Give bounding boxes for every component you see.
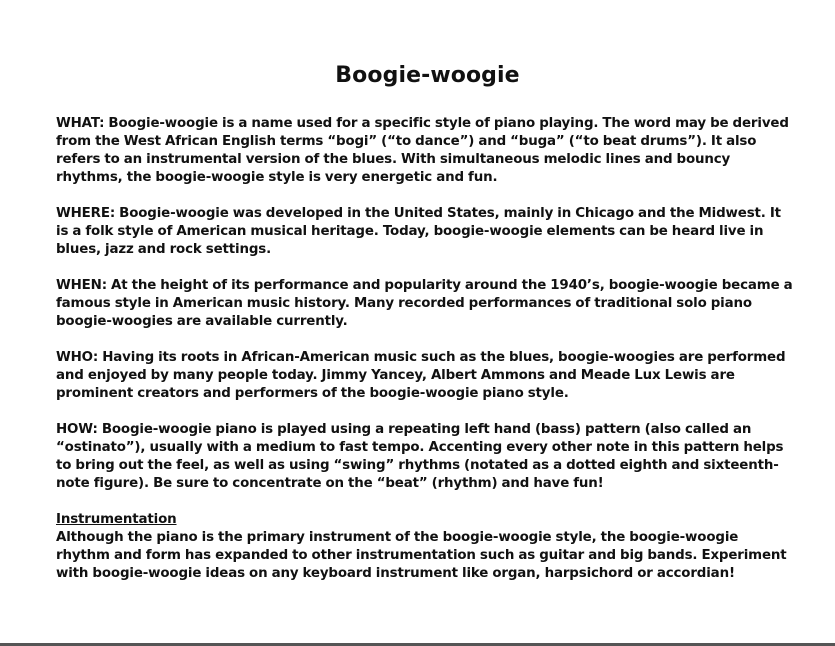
when-paragraph: WHEN: At the height of its performance and popularity around the 1940’s, boogie-woogie became a famous style in American music history. Many recorded performances of traditional solo piano boogie-woogies are available currently. <box>56 278 793 329</box>
who-paragraph: WHO: Having its roots in African-American music such as the blues, boogie-woogies are performed and enjoyed by many people today. Jimmy Yancey, Albert Ammons and Meade Lux Lewis are prominent creators and performers of the boogie-woogie piano style. <box>56 350 786 401</box>
instrumentation-paragraph: Although the piano is the primary instrument of the boogie-woogie style, the boogie-woogie rhythm and form has expanded to other instrumentation such as guitar and big bands. Experiment with boogie-woogie ideas on any keyboard instrument like organ, harpsichord or accordian! <box>56 530 787 581</box>
page-title: Boogie-woogie <box>335 63 520 88</box>
where-paragraph: WHERE: Boogie-woogie was developed in the United States, mainly in Chicago and the Midwest. It is a folk style of American musical heritage. Today, boogie-woogie elements can be heard live in blues, jazz and rock settings. <box>56 206 781 257</box>
instrumentation-heading: Instrumentation <box>56 512 177 527</box>
how-paragraph: HOW: Boogie-woogie piano is played using a repeating left hand (bass) pattern (also called an “ostinato”), usually with a medium to fast tempo. Accenting every other note in this pattern helps to bring out the feel, as well as using “swing” rhythms (notated as a dotted eighth and sixteenth-note figure). Be sure to concentrate on the “beat” (rhythm) and have fun! <box>56 422 784 491</box>
what-paragraph: WHAT: Boogie-woogie is a name used for a specific style of piano playing. The word may be derived from the West African English terms “bogi” (“to dance”) and “buga” (“to beat drums”). It also refers to an instrumental version of the blues. With simultaneous melodic lines and bouncy rhythms, the boogie-woogie style is very energetic and fun. <box>56 116 789 185</box>
document-body <box>56 115 796 601</box>
